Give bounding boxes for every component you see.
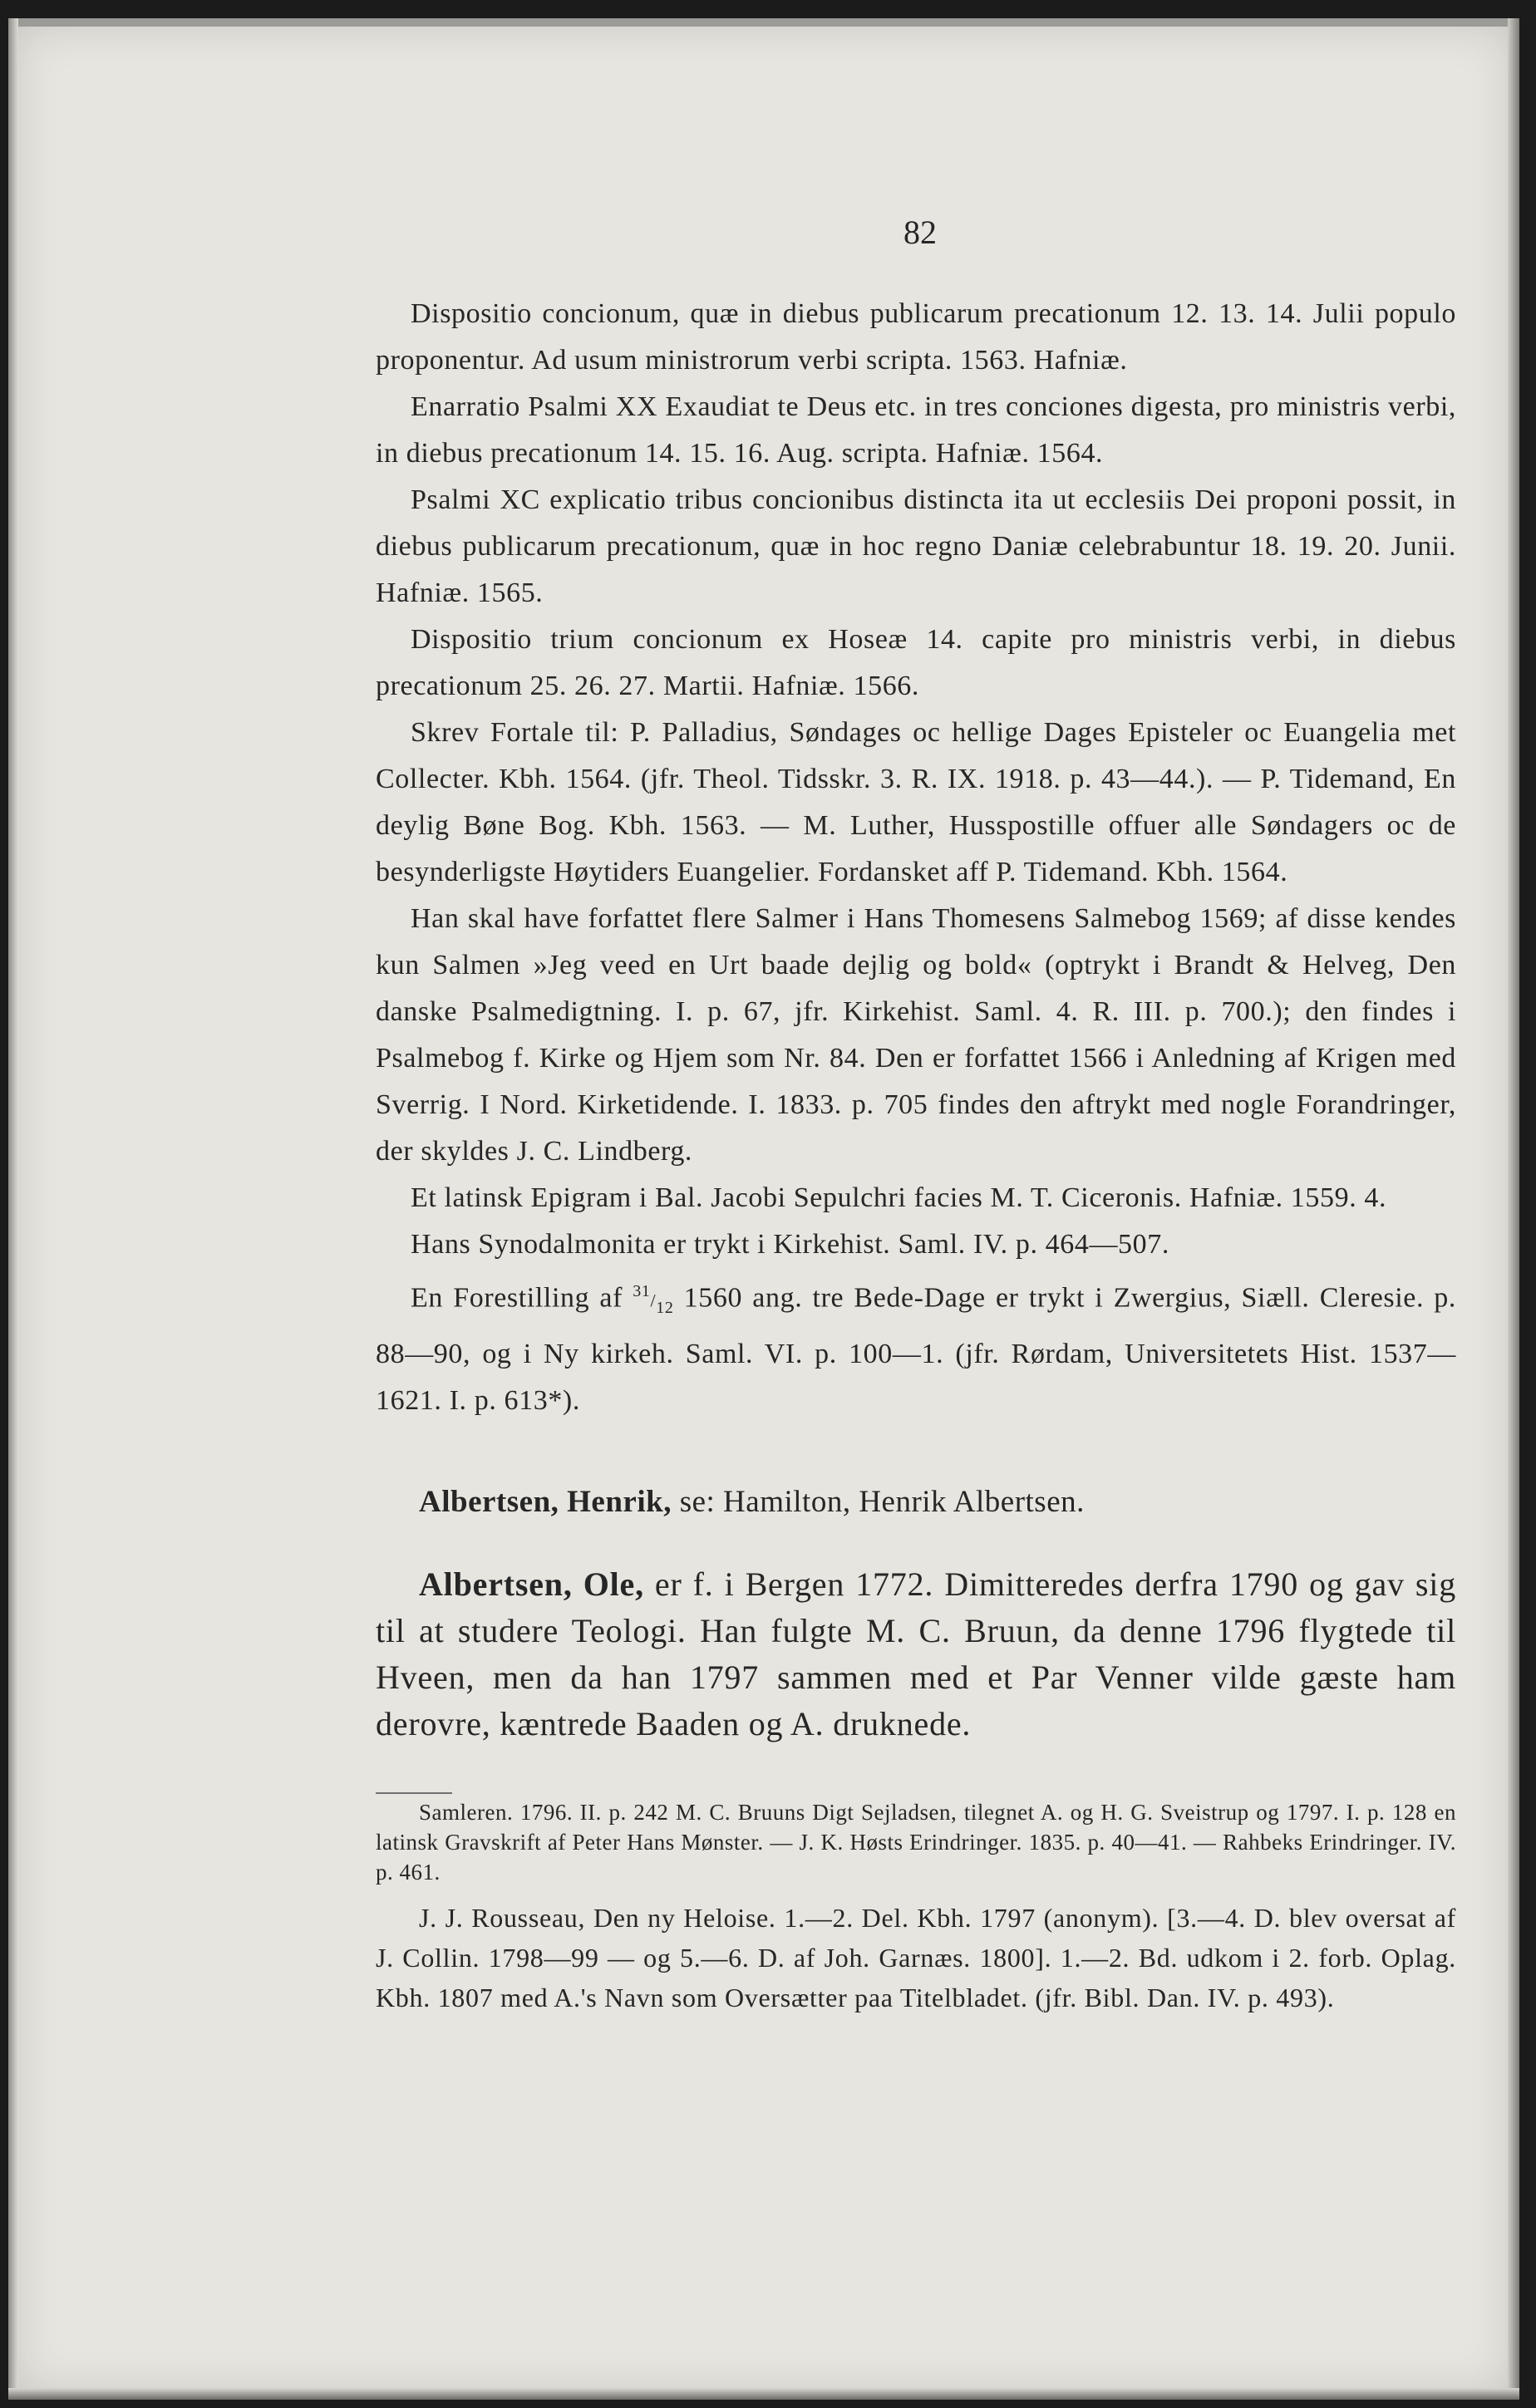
entry-psalmi-xc: Psalmi XC explicatio tribus concionibus distincta ita ut ecclesiis Dei proponi possit, in diebus publicarum precationum, quæ in hoc regno Daniæ celebrabuntur 18. 19. 20. Junii. Hafniæ. 1565. [376, 484, 1456, 608]
section-divider [376, 1792, 452, 1794]
entry-salmer: Han skal have forfattet flere Salmer i Hans Thomesens Salmebog 1569; af disse kendes kun Salmen »Jeg veed en Urt baade dejlig og bold« (optrykt i Brandt & Helveg, Den danske Psalmedigtning. I. p. 67, jfr. Kirkehist. Saml. 4. R. III. p. 700.); den findes i Psalmebog f. Kirke og Hjem som Nr. 84. Den er forfattet 1566 i Anledning af Krigen med Sverrig. I Nord. Kirketidende. I. 1833. p. 705 findes den aftrykt med nogle Forandringer, der skyldes J. C. Lindberg. [376, 903, 1456, 1167]
date-month: 12 [656, 1299, 674, 1318]
entry-name-ole: Albertsen, Ole, [419, 1565, 644, 1603]
date-day: 31 [633, 1282, 651, 1300]
translation-note: J. J. Rousseau, Den ny Heloise. 1.—2. Del. Kbh. 1797 (anonym). [3.—4. D. blev oversat af J. Collin. 1798—99 — og 5.—6. D. af Joh. Garnæs. 1800]. 1.—2. Bd. udkom i 2. forb. Oplag. Kbh. 1807 med A.'s Navn som Oversætter paa Titelbladet. (jfr. Bibl. Dan. IV. p. 493). [376, 1903, 1456, 2012]
scanned-page [8, 18, 1519, 2400]
page-bottom-edge [8, 2388, 1519, 2400]
forestilling-text-end: 1560 ang. tre Bede-Dage er trykt i Zwergius, Siæll. Cleresie. p. 88—90, og i Ny kirkeh. Saml. VI. p. 100—1. (jfr. Rørdam, Universitetets Hist. 1537—1621. I. p. 613*). [376, 1282, 1457, 1417]
entry-epigram: Et latinsk Epigram i Bal. Jacobi Sepulchri facies M. T. Ciceronis. Hafniæ. 1559. 4. [411, 1182, 1387, 1213]
page-top-edge [8, 18, 1519, 27]
page-left-edge [8, 18, 18, 2400]
page-number: 82 [903, 214, 937, 251]
entry-synodalmonita: Hans Synodalmonita er trykt i Kirkehist. Saml. IV. p. 464—507. [411, 1229, 1169, 1260]
entry-fortale: Skrev Fortale til: P. Palladius, Søndages oc hellige Dages Episteler oc Euangelia met Collecter. Kbh. 1564. (jfr. Theol. Tidsskr. 3. R. IX. 1918. p. 43—44.). — P. Tidemand, En deylig Bøne Bog. Kbh. 1563. — M. Luther, Husspostille offuer alle Søndagers oc de besynderligste Høytiders Euangelier. Fordansket aff P. Tidemand. Kbh. 1564. [376, 717, 1456, 887]
page-right-edge [1508, 18, 1519, 2400]
entry-reference-henrik: se: Hamilton, Henrik Albertsen. [671, 1485, 1085, 1519]
entry-bio-ole: er f. i Bergen 1772. Dimitteredes derfra 1790 og gav sig til at studere Teologi. Han fulgte M. C. Bruun, da denne 1796 flygtede til Hveen, men da han 1797 sammen med et Par Venner vilde gæste ham derovre, kæntrede Baaden og A. druknede. [376, 1565, 1456, 1742]
bibliography-list [376, 291, 1456, 1424]
entry-name-henrik: Albertsen, Henrik, [419, 1485, 672, 1519]
forestilling-text-start: En Forestilling af [411, 1282, 633, 1314]
entry-dispositio-trium: Dispositio trium concionum ex Hoseæ 14. capite pro ministris verbi, in diebus precationum 25. 26. 27. Martii. Hafniæ. 1566. [376, 624, 1456, 701]
source-note: Samleren. 1796. II. p. 242 M. C. Bruuns Digt Sejladsen, tilegnet A. og H. G. Sveistrup og 1797. I. p. 128 en latinsk Gravskrift af Peter Hans Mønster. — J. K. Høsts Erindringer. 1835. p. 40—41. — Rahbeks Erindringer. IV. p. 461. [376, 1800, 1456, 1885]
entry-albertsen-henrik [419, 1479, 1458, 1526]
entry-enarratio-psalmi: Enarratio Psalmi XX Exaudiat te Deus etc. in tres conciones digesta, pro ministris verbi, in diebus precationum 14. 15. 16. Aug. scripta. Hafniæ. 1564. [376, 391, 1456, 469]
entry-albertsen-ole [376, 1561, 1456, 1747]
entry-forestilling: En Forestilling af $^{31}/_{12}$ 1560 ang. tre Bede-Dage er trykt i Zwergius, Siæll. Cleresie. p. 88—90, og i Ny kirkeh. Saml. VI. p. 100—1. (jfr. Rørdam, Universitetets Hist. 1537—1621. I. p. 613*). [376, 1282, 1457, 1417]
entry-dispositio-concionum: Dispositio concionum, quæ in diebus publicarum precationum 12. 13. 14. Julii populo proponentur. Ad usum ministrorum verbi scripta. 1563. Hafniæ. [376, 298, 1456, 376]
